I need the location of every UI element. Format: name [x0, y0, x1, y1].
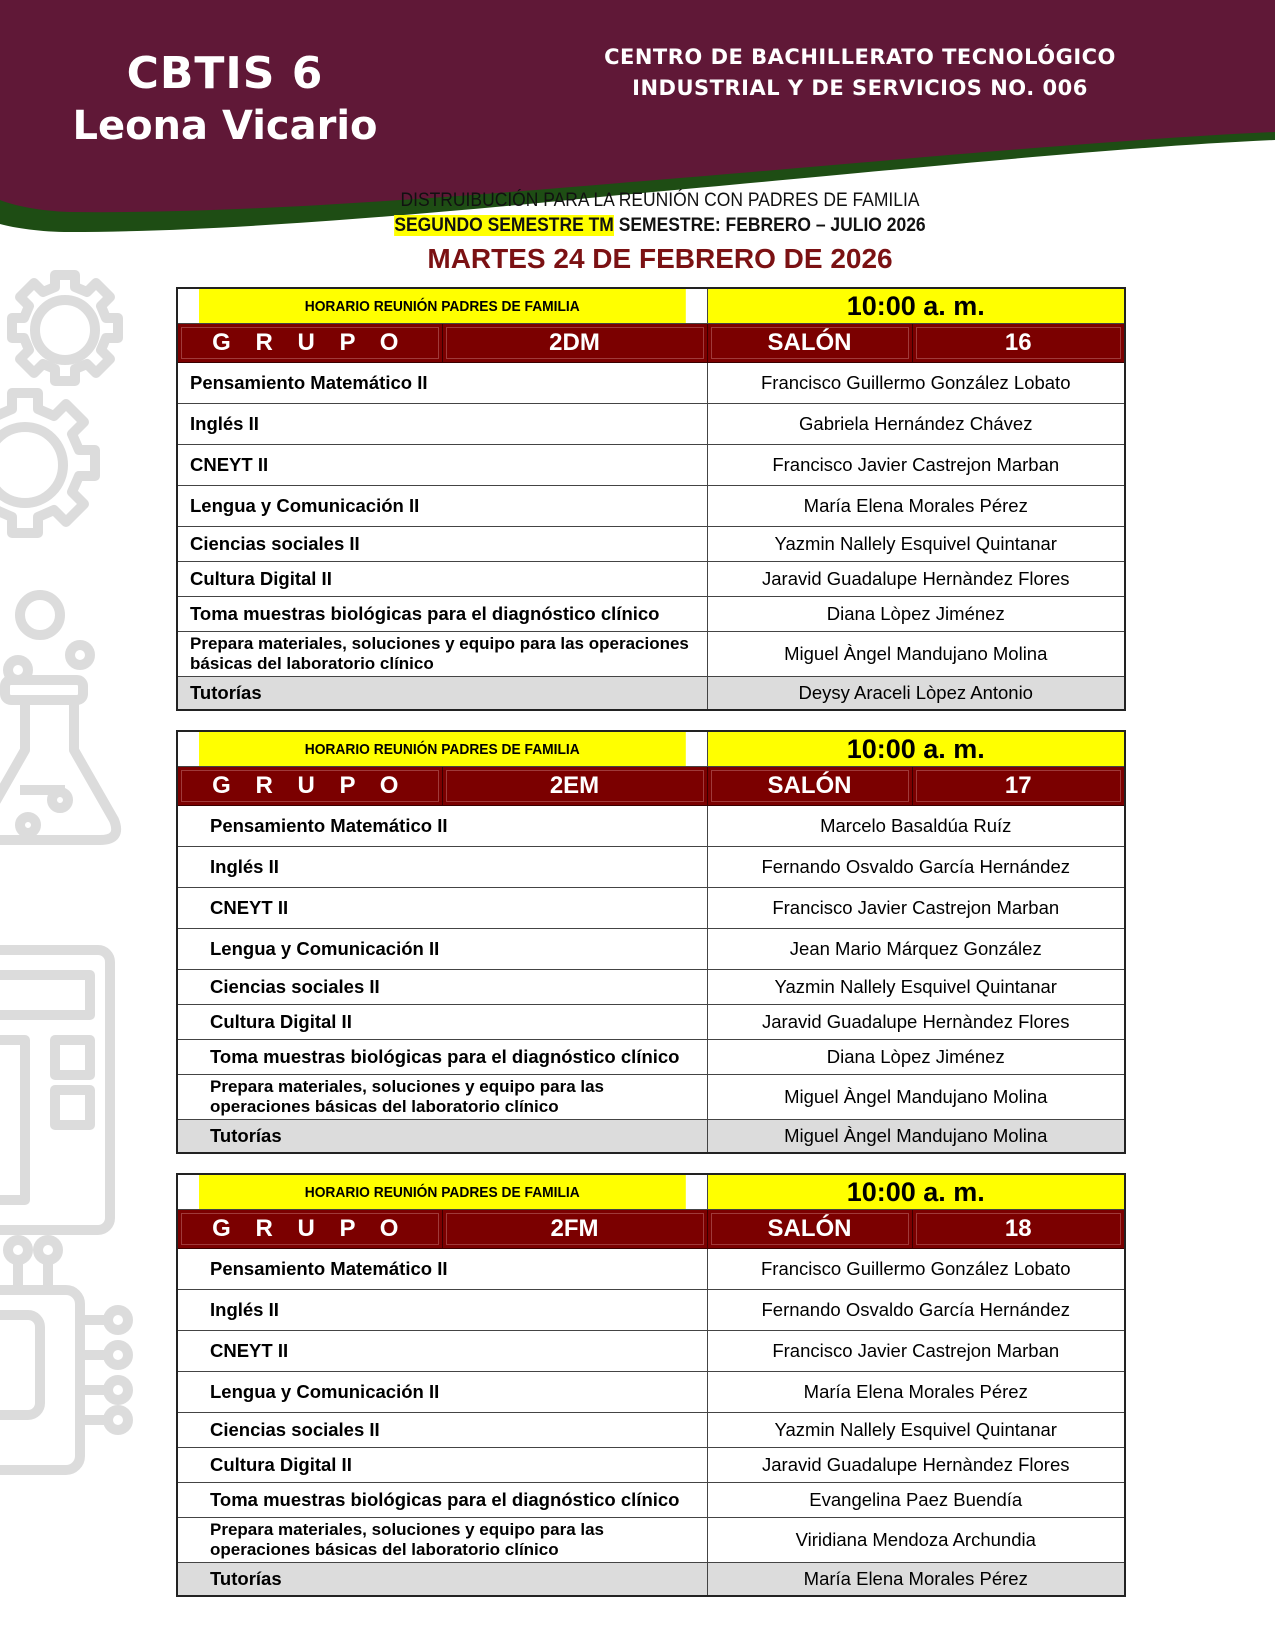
table-row [177, 404, 1125, 445]
teacher: Jaravid Guadalupe Hernàndez Flores [707, 1448, 1125, 1483]
teacher: Marcelo Basaldúa Ruíz [707, 806, 1125, 847]
teacher: María Elena Morales Pérez [707, 1372, 1125, 1413]
teacher: Viridiana Mendoza Archundia [707, 1518, 1125, 1563]
table-row [177, 1483, 1125, 1518]
subject: CNEYT II [177, 1331, 707, 1372]
meeting-hour-row [177, 731, 1125, 767]
tutoring-row [177, 1563, 1125, 1597]
table-row [177, 363, 1125, 404]
distribution-title: DISTRUIBUCIÓN PARA LA REUNIÓN CON PADRES DE FAMILIA [400, 190, 920, 211]
teacher: María Elena Morales Pérez [707, 486, 1125, 527]
meeting-date: MARTES 24 DE FEBRERO DE 2026 [427, 243, 893, 274]
group-code: 2EM [442, 767, 707, 806]
teacher: Fernando Osvaldo García Hernández [707, 847, 1125, 888]
teacher: Evangelina Paez Buendía [707, 1483, 1125, 1518]
subject: Prepara materiales, soluciones y equipo para las operaciones básicas del laboratorio clínico [177, 1075, 707, 1120]
tutoring-row [177, 1120, 1125, 1154]
subject: CNEYT II [177, 445, 707, 486]
subject: Toma muestras biológicas para el diagnóstico clínico [177, 1040, 707, 1075]
bubbles-icon [8, 595, 90, 680]
semester-period: SEMESTRE: FEBRERO – JULIO 2026 [613, 215, 926, 236]
group-header-row [177, 767, 1125, 806]
table-row [177, 1290, 1125, 1331]
tutoring-row [177, 677, 1125, 711]
group-code: 2DM [442, 324, 707, 363]
teacher: Miguel Àngel Mandujano Molina [707, 1075, 1125, 1120]
subject: Cultura Digital II [177, 1005, 707, 1040]
meeting-hour-row [177, 1174, 1125, 1210]
subject: CNEYT II [177, 888, 707, 929]
hour-label: HORARIO REUNIÓN PADRES DE FAMILIA [198, 288, 686, 324]
subject: Inglés II [177, 847, 707, 888]
teacher: Diana Lòpez Jiménez [707, 597, 1125, 632]
table-row [177, 1331, 1125, 1372]
subject: Toma muestras biológicas para el diagnóstico clínico [177, 1483, 707, 1518]
room-number: 18 [912, 1210, 1125, 1249]
teacher: Jean Mario Márquez González [707, 929, 1125, 970]
table-row [177, 1413, 1125, 1448]
teacher: Francisco Guillermo González Lobato [707, 363, 1125, 404]
teacher: Jaravid Guadalupe Hernàndez Flores [707, 562, 1125, 597]
semester-highlight: SEGUNDO SEMESTRE TM [394, 215, 614, 236]
table-row [177, 929, 1125, 970]
group-header-row [177, 324, 1125, 363]
group-label: G R U P O [177, 767, 442, 806]
group-label: G R U P O [177, 324, 442, 363]
circuit-chip-icon [0, 1240, 128, 1470]
teacher: Fernando Osvaldo García Hernández [707, 1290, 1125, 1331]
meeting-hour-row [177, 288, 1125, 324]
subject: Toma muestras biológicas para el diagnóstico clínico [177, 597, 707, 632]
teacher: Francisco Guillermo González Lobato [707, 1249, 1125, 1290]
table-row [177, 1075, 1125, 1120]
room-number: 17 [912, 767, 1125, 806]
watermark-icons [0, 270, 140, 1530]
school-short-name: CBTIS 6 [126, 48, 324, 99]
teacher: Jaravid Guadalupe Hernàndez Flores [707, 1005, 1125, 1040]
subject: Tutorías [177, 677, 707, 711]
subject: Pensamiento Matemático II [177, 1249, 707, 1290]
teacher: Yazmin Nallely Esquivel Quintanar [707, 527, 1125, 562]
room-label: SALÓN [707, 1210, 912, 1249]
hour-label: HORARIO REUNIÓN PADRES DE FAMILIA [198, 1174, 686, 1210]
subject: Ciencias sociales II [177, 1413, 707, 1448]
table-row [177, 806, 1125, 847]
table-row [177, 1372, 1125, 1413]
subject: Inglés II [177, 1290, 707, 1331]
institution-line-1: CENTRO DE BACHILLERATO TECNOLÓGICO [604, 45, 1116, 69]
subject: Cultura Digital II [177, 562, 707, 597]
school-name: Leona Vicario [72, 103, 378, 149]
table-row [177, 486, 1125, 527]
table-row [177, 1448, 1125, 1483]
gear-icon [0, 393, 95, 533]
meeting-hour: 10:00 a. m. [707, 288, 1125, 324]
teacher: María Elena Morales Pérez [707, 1563, 1125, 1597]
teacher: Francisco Javier Castrejon Marban [707, 888, 1125, 929]
table-row [177, 1040, 1125, 1075]
subject: Prepara materiales, soluciones y equipo para las operaciones básicas del laboratorio clínico [177, 1518, 707, 1563]
teacher: Yazmin Nallely Esquivel Quintanar [707, 1413, 1125, 1448]
document-titles [340, 188, 980, 278]
teacher: Miguel Àngel Mandujano Molina [707, 1120, 1125, 1154]
table-row [177, 1249, 1125, 1290]
school-brand [60, 48, 390, 152]
subject: Lengua y Comunicación II [177, 486, 707, 527]
table-row [177, 527, 1125, 562]
teacher: Miguel Àngel Mandujano Molina [707, 632, 1125, 677]
teacher: Yazmin Nallely Esquivel Quintanar [707, 970, 1125, 1005]
table-row [177, 562, 1125, 597]
subject: Tutorías [177, 1120, 707, 1154]
subject: Lengua y Comunicación II [177, 1372, 707, 1413]
table-row [177, 445, 1125, 486]
subject: Tutorías [177, 1563, 707, 1597]
table-row [177, 1518, 1125, 1563]
meeting-hour: 10:00 a. m. [707, 1174, 1125, 1210]
meeting-hour: 10:00 a. m. [707, 731, 1125, 767]
institution-name [590, 42, 1130, 104]
table-row [177, 632, 1125, 677]
group-schedule-table [176, 730, 1126, 1154]
group-schedule-table [176, 1173, 1126, 1597]
institution-line-2: INDUSTRIAL Y DE SERVICIOS NO. 006 [632, 76, 1088, 100]
teacher: Diana Lòpez Jiménez [707, 1040, 1125, 1075]
room-label: SALÓN [707, 324, 912, 363]
subject: Prepara materiales, soluciones y equipo para las operaciones básicas del laboratorio clínico [177, 632, 707, 677]
table-row [177, 597, 1125, 632]
subject: Lengua y Comunicación II [177, 929, 707, 970]
subject: Pensamiento Matemático II [177, 363, 707, 404]
hour-label: HORARIO REUNIÓN PADRES DE FAMILIA [198, 731, 686, 767]
room-label: SALÓN [707, 767, 912, 806]
semester-line [366, 213, 955, 238]
subject: Ciencias sociales II [177, 527, 707, 562]
group-label: G R U P O [177, 1210, 442, 1249]
room-number: 16 [912, 324, 1125, 363]
teacher: Deysy Araceli Lòpez Antonio [707, 677, 1125, 711]
teacher: Francisco Javier Castrejon Marban [707, 1331, 1125, 1372]
subject: Pensamiento Matemático II [177, 806, 707, 847]
group-schedule-table [176, 287, 1126, 711]
table-row [177, 847, 1125, 888]
table-row [177, 970, 1125, 1005]
table-row [177, 1005, 1125, 1040]
teacher: Gabriela Hernández Chávez [707, 404, 1125, 445]
table-row [177, 888, 1125, 929]
gear-icon [12, 275, 118, 381]
group-code: 2FM [442, 1210, 707, 1249]
subject: Ciencias sociales II [177, 970, 707, 1005]
teacher: Francisco Javier Castrejon Marban [707, 445, 1125, 486]
calculator-icon [0, 950, 110, 1230]
subject: Inglés II [177, 404, 707, 445]
group-header-row [177, 1210, 1125, 1249]
flask-icon [0, 680, 116, 840]
subject: Cultura Digital II [177, 1448, 707, 1483]
